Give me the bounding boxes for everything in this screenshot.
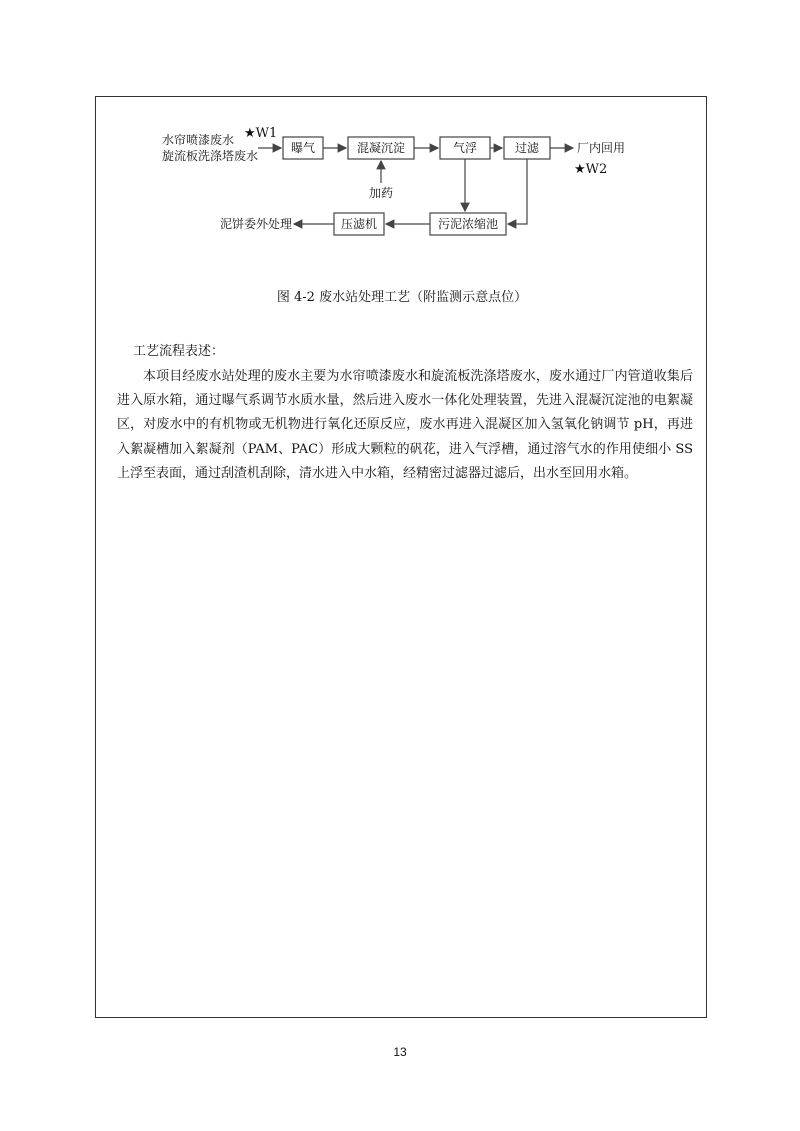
aeration-label: 曝气 bbox=[290, 141, 316, 155]
page-number: 13 bbox=[393, 1045, 407, 1059]
dosing-label: 加药 bbox=[368, 186, 394, 200]
coagulation-label: 混凝沉淀 bbox=[356, 141, 406, 155]
monitoring-point-w1: ★W1 bbox=[244, 126, 278, 141]
flotation-label: 气浮 bbox=[452, 141, 478, 155]
content-frame bbox=[95, 96, 707, 1018]
section-heading: 工艺流程表述： bbox=[133, 344, 225, 359]
input-label-line2: 旋流板洗涤塔废水 bbox=[162, 149, 259, 163]
filtration-label: 过滤 bbox=[514, 141, 540, 155]
arrow-filtration-sludge bbox=[508, 159, 527, 224]
filter-press-label: 压滤机 bbox=[340, 217, 378, 231]
sludge-disposal-label: 泥饼委外处理 bbox=[219, 217, 292, 231]
reuse-label: 厂内回用 bbox=[577, 141, 626, 155]
monitoring-point-w2: ★W2 bbox=[574, 162, 608, 177]
process-flow-diagram bbox=[96, 97, 708, 257]
sludge-tank-label: 污泥浓缩池 bbox=[437, 217, 499, 231]
process-description-paragraph: 本项目经废水站处理的废水主要为水帘喷漆废水和旋流板洗涤塔废水，废水通过厂内管道收集后进入原水箱，通过曝气系调节水质水量，然后进入废水一体化处理装置，先进入混凝沉淀池的电絮凝区，对废水中的有机物或无机物进行氧化还原反应，废水再进入混凝区加入氢氧化钠调节 pH，再进入絮凝槽加入絮凝剂（PAM、PAC）形成大颗粒的矾花，进入气浮槽，通过溶气水的作用使细小 SS 上浮至表面，通过刮渣机刮除，清水进入中水箱，经精密过滤器过滤后，出水至回用水箱。 bbox=[117, 369, 693, 481]
input-label-line1: 水帘喷漆废水 bbox=[162, 133, 235, 147]
figure-caption: 图 4-2 废水站处理工艺（附监测示意点位） bbox=[276, 290, 528, 305]
